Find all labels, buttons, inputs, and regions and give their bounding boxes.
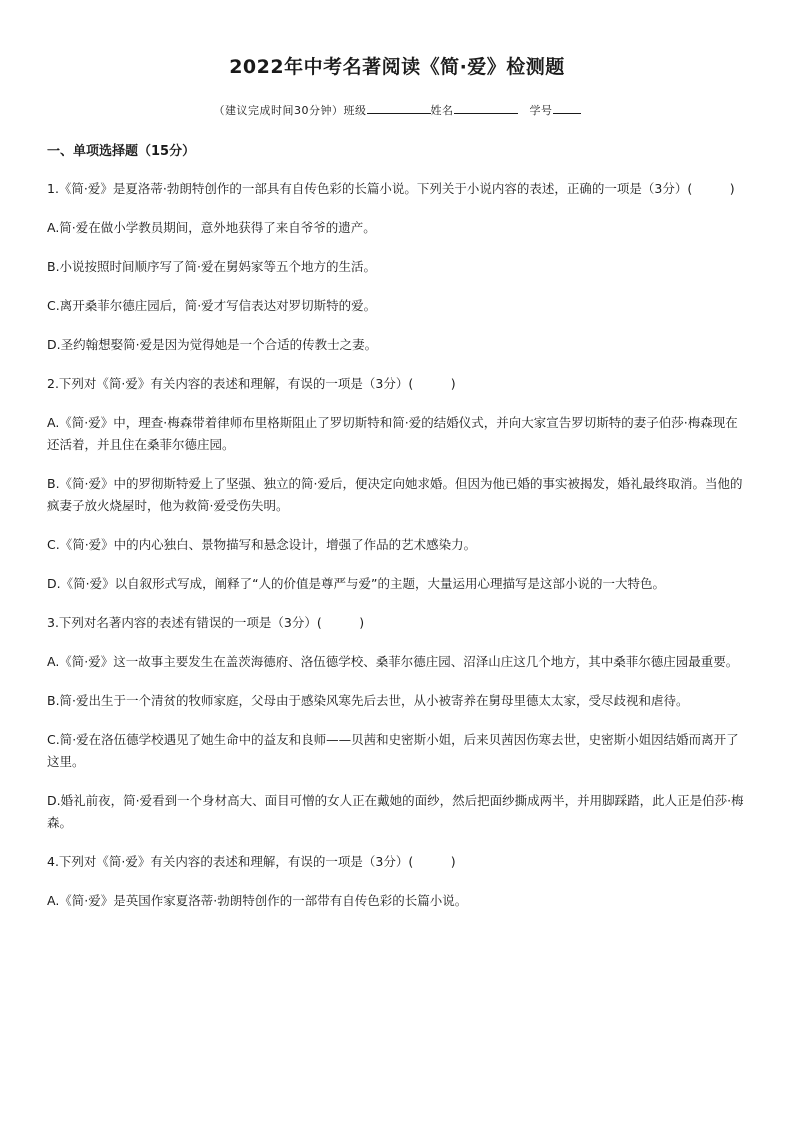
question-2-option-c: C.《简·爱》中的内心独白、景物描写和悬念设计，增强了作品的艺术感染力。 (47, 537, 477, 552)
question-list (47, 178, 747, 929)
name-blank[interactable] (454, 101, 518, 114)
question-4-option-a: A.《简·爱》是英国作家夏洛蒂·勃朗特创作的一部带有自传色彩的长篇小说。 (47, 893, 468, 908)
question-2-option-b: B.《简·爱》中的罗彻斯特爱上了坚强、独立的简·爱后，便决定向她求婚。但因为他已婚的事实被揭发，婚礼最终取消。当他的疯妻子放火烧屋时，他为救简·爱受伤失明。 (47, 476, 743, 513)
question-2-stem: 2.下列对《简·爱》有关内容的表述和理解，有误的一项是（3分）( ) (47, 376, 456, 391)
class-blank[interactable] (367, 101, 431, 114)
question-3-option-c: C.简·爱在洛伍德学校遇见了她生命中的益友和良师——贝茜和史密斯小姐，后来贝茜因伤寒去世，史密斯小姐因结婚而离开了这里。 (47, 732, 739, 769)
question-3-option-d: D.婚礼前夜，简·爱看到一个身材高大、面目可憎的女人正在戴她的面纱，然后把面纱撕成两半，并用脚踩踏，此人正是伯莎·梅森。 (47, 793, 744, 830)
student-id-blank[interactable] (553, 101, 581, 114)
page-title: 2022年中考名著阅读《简·爱》检测题 (229, 56, 565, 78)
question-3-stem: 3.下列对名著内容的表述有错误的一项是（3分）( ) (47, 615, 365, 630)
question-2-option-d: D.《简·爱》以自叙形式写成，阐释了“人的价值是尊严与爱”的主题，大量运用心理描写是这部小说的一大特色。 (47, 576, 666, 591)
student-id-label: 学号 (529, 104, 553, 117)
question-3-option-b: B.简·爱出生于一个清贫的牧师家庭，父母由于感染风寒先后去世，从小被寄养在舅母里德太太家，受尽歧视和虐待。 (47, 693, 689, 708)
question-1-option-c: C.离开桑菲尔德庄园后，简·爱才写信表达对罗切斯特的爱。 (47, 298, 377, 313)
question-1-option-a: A.简·爱在做小学教员期间，意外地获得了来自爷爷的遗产。 (47, 220, 376, 235)
question-1-stem: 1.《简·爱》是夏洛蒂·勃朗特创作的一部具有自传色彩的长篇小说。下列关于小说内容的表述，正确的一项是（3分）( ) (47, 181, 735, 196)
question-3-option-a: A.《简·爱》这一故事主要发生在盖茨海德府、洛伍德学校、桑菲尔德庄园、沼泽山庄这几个地方，其中桑菲尔德庄园最重要。 (47, 654, 739, 669)
question-1-option-d: D.圣约翰想娶简·爱是因为觉得她是一个合适的传教士之妻。 (47, 337, 378, 352)
question-2-option-a: A.《简·爱》中，理查·梅森带着律师布里格斯阻止了罗切斯特和简·爱的结婚仪式，并向大家宣告罗切斯特的妻子伯莎·梅森现在还活着，并且住在桑菲尔德庄园。 (47, 415, 738, 452)
exam-info-line (0, 101, 794, 118)
name-label: 姓名 (430, 104, 454, 117)
question-4-stem: 4.下列对《简·爱》有关内容的表述和理解，有误的一项是（3分）( ) (47, 854, 456, 869)
question-1-option-b: B.小说按照时间顺序写了简·爱在舅妈家等五个地方的生活。 (47, 259, 377, 274)
completion-time-class-label: （建议完成时间30分钟）班级 (213, 104, 367, 117)
section-heading: 一、单项选择题（15分） (47, 144, 196, 159)
